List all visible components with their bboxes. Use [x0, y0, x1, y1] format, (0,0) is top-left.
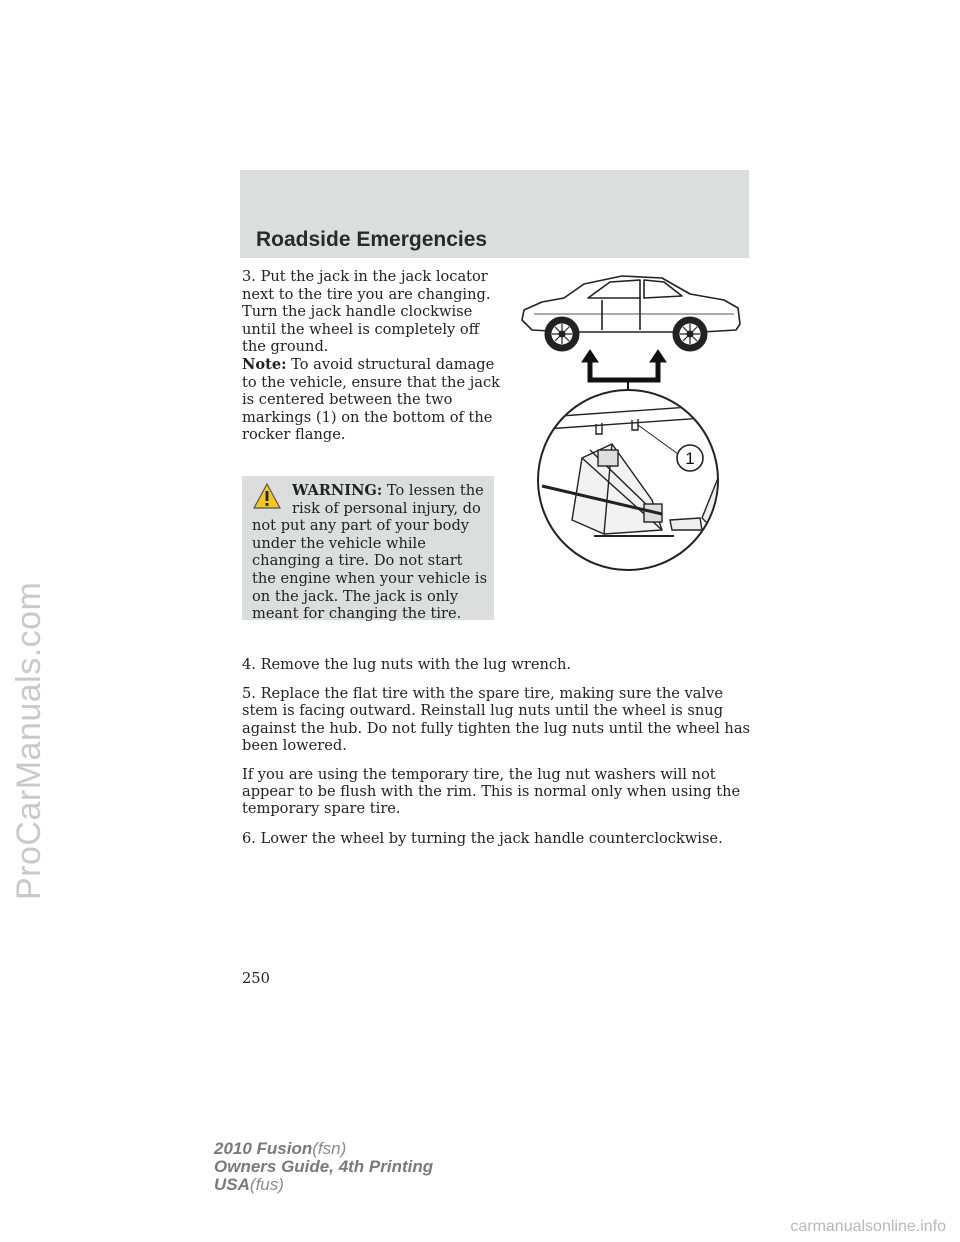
steps-body [242, 656, 754, 859]
warning-triangle-icon [252, 482, 282, 510]
side-watermark: ProCarManuals.com [10, 581, 48, 900]
step3-text: 3. Put the jack in the jack locator next to the tire you are changing. Turn the jack handle clockwise until the wheel is completely off the ground. [242, 268, 491, 356]
step5-text: 5. Replace the flat tire with the spare tire, making sure the valve stem is facing outward. Reinstall lug nuts until the wheel is snug against the hub. Do not fully tighten the lug nuts until the wheel has been lowered. [242, 685, 751, 754]
step3-note [242, 356, 504, 444]
temporary-tire-text: If you are using the temporary tire, the lug nut washers will not appear to be flush with the rim. This is normal only when using the temporary spare tire. [242, 766, 741, 818]
warning-first-line [292, 482, 488, 517]
step3-column [242, 268, 504, 444]
footer-region-code: (fus) [249, 1175, 284, 1194]
warning-box [242, 476, 494, 623]
front-wheel [545, 317, 579, 351]
footer-region: USA [214, 1175, 250, 1194]
jack-point-arrows [582, 350, 666, 392]
footer-model: 2010 Fusion [214, 1139, 313, 1158]
section-title: Roadside Emergencies [256, 228, 488, 251]
footer-line-3 [214, 1176, 433, 1194]
note-text: To avoid structural damage to the vehicle, ensure that the jack is centered between the two markings (1) on the bottom of the rocker flange. [242, 355, 500, 444]
warning-label: WARNING: [292, 482, 383, 499]
footer-line-2: Owners Guide, 4th Printing [214, 1157, 434, 1176]
jack-detail-circle [532, 390, 732, 570]
section-header [240, 170, 749, 258]
footer-model-code: (fsn) [312, 1139, 347, 1158]
footer-watermark: carmanualsonline.info [790, 1218, 946, 1235]
step6-text: 6. Lower the wheel by turning the jack handle counterclockwise. [242, 829, 723, 847]
page-number: 250 [242, 970, 270, 987]
jack-illustration [512, 268, 750, 608]
note-label: Note: [242, 355, 287, 373]
footer-info [214, 1140, 433, 1194]
warning-text: not put any part of your body under the vehicle while changing a tire. Do not start the engine when your vehicle is on the jack. The jack is only meant for changing the tire. [252, 517, 488, 623]
rear-wheel [673, 317, 707, 351]
warning-first-text: To lessen the risk of personal injury, do [292, 482, 484, 517]
step4-text: 4. Remove the lug nuts with the lug wrench. [242, 656, 572, 673]
footer-line-1 [214, 1140, 433, 1158]
callout-1-label: 1 [685, 449, 695, 468]
